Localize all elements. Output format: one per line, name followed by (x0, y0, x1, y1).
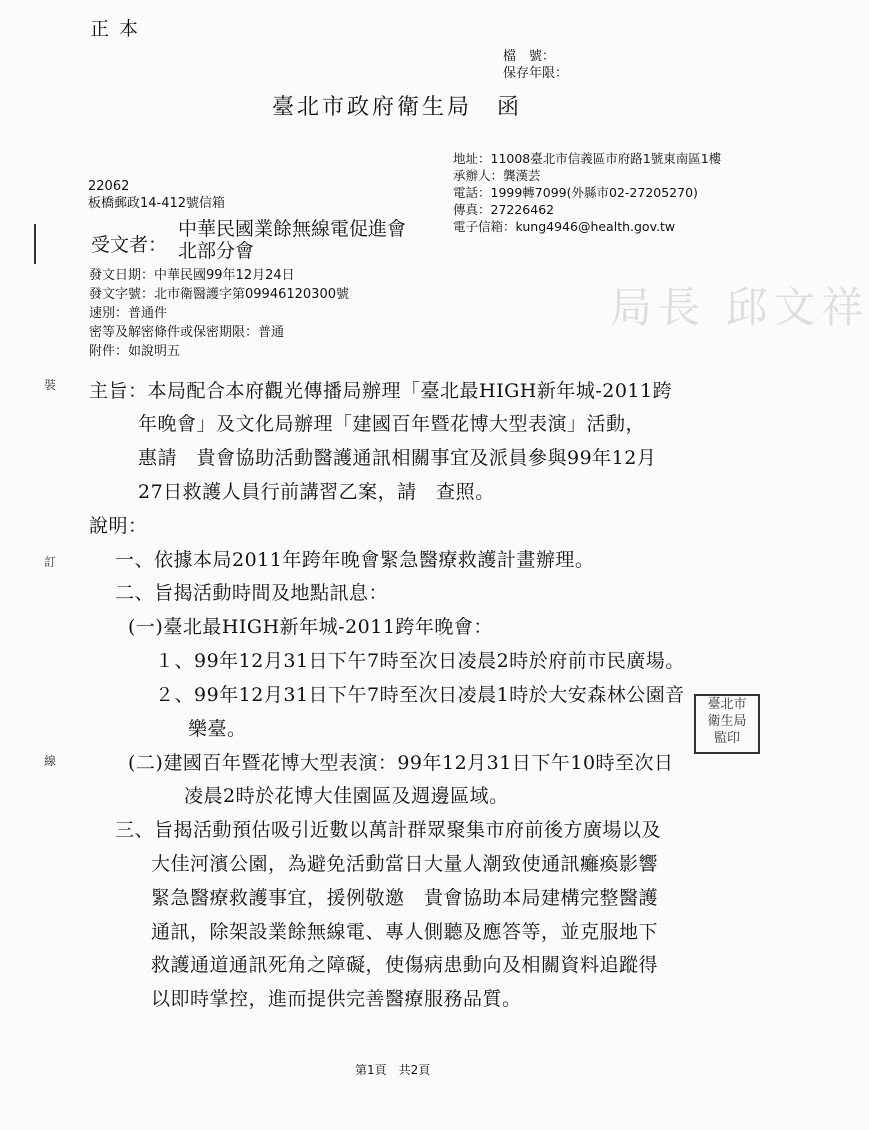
agency-title: 臺北市政府衛生局 函 (272, 95, 523, 120)
item-2-sub-1-b-cont: 樂臺。 (188, 718, 247, 740)
mailing-address (88, 178, 225, 212)
fax: 傳真：27226462 (453, 202, 555, 217)
explanation-label: 說明： (89, 515, 148, 537)
speed: 速別：普通件 (89, 306, 168, 321)
retention-label: 保存年限： (503, 66, 569, 81)
item-2-sub-2: (二)建國百年暨花博大型表演：99年12月31日下午10時至次日 (128, 752, 674, 774)
item-3-line-1: 三、旨揭活動預估吸引近數以萬計群眾聚集市府前後方廣場以及 (115, 819, 662, 841)
item-2-sub-1-b: ２、99年12月31日下午7時至次日凌晨1時於大安森林公園音 (155, 684, 685, 706)
subject-line-3: 惠請 貴會協助活動醫護通訊相關事宜及派員參與99年12月 (138, 447, 657, 469)
file-number-label: 檔 號： (503, 49, 556, 64)
margin-bar (34, 224, 36, 264)
contact-person: 承辦人：龔漢芸 (453, 168, 541, 183)
item-3-line-4: 通訊，除架設業餘無線電、專人側聽及應答等，並克服地下 (151, 921, 659, 943)
item-2-sub-2-cont: 凌晨2時於花博大佳園區及週邊區域。 (184, 785, 509, 807)
document-number-block (503, 48, 568, 82)
copy-mark: 正本 (90, 18, 149, 40)
item-2: 二、旨揭活動時間及地點訊息： (115, 582, 389, 604)
item-1: 一、依據本局2011年跨年晚會緊急醫療救護計畫辦理。 (115, 549, 595, 571)
item-3-line-2: 大佳河濱公園，為避免活動當日大量人潮致使通訊癱瘓影響 (151, 853, 659, 875)
issue-metadata (89, 266, 349, 361)
po-box: 板橋郵政14-412號信箱 (88, 196, 226, 211)
email: 電子信箱：kung4946@health.gov.tw (453, 219, 676, 234)
security-level: 密等及解密條件或保密期限：普通 (89, 325, 285, 340)
page-footer: 第1頁 共2頁 (355, 1063, 431, 1077)
recipient-name (178, 218, 406, 262)
official-seal (694, 694, 760, 754)
recipient-line-2: 北部分會 (178, 240, 255, 262)
contact-block (453, 150, 721, 235)
seal-line: 臺北市 (707, 697, 747, 712)
phone: 電話：1999轉7099(外縣市02-27205270) (453, 185, 698, 200)
subject-line-4: 27日救護人員行前講習乙案，請 查照。 (138, 481, 495, 503)
margin-mark-bind: 裝 (44, 378, 57, 392)
item-2-sub-1: (一)臺北最HIGH新年城-2011跨年晚會： (128, 616, 493, 638)
item-3-line-3: 緊急醫療救護事宜，援例敬邀 貴會協助本局建構完整醫護 (151, 887, 659, 909)
item-3-line-5: 救護通道通訊死角之障礙，使傷病患動向及相關資料追蹤得 (151, 954, 659, 976)
subject-line-1: 主旨：本局配合本府觀光傳播局辦理「臺北最HIGH新年城-2011跨 (89, 380, 673, 402)
margin-mark-staple: 訂 (44, 555, 57, 569)
zip-code: 22062 (88, 179, 130, 194)
seal-line: 衛生局 (707, 714, 747, 729)
attachment: 附件：如說明五 (89, 344, 181, 359)
recipient-label: 受文者： (91, 234, 168, 256)
address: 地址：11008臺北市信義區市府路1號東南區1樓 (453, 151, 722, 166)
item-3-line-6: 以即時掌控，進而提供完善醫療服務品質。 (151, 988, 522, 1010)
seal-line: 監印 (713, 731, 740, 746)
recipient-line-1: 中華民國業餘無線電促進會 (178, 218, 407, 240)
issue-date: 發文日期：中華民國99年12月24日 (89, 268, 295, 283)
director-signature-stamp: 局長 邱文祥 (610, 283, 869, 332)
item-2-sub-1-a: １、99年12月31日下午7時至次日凌晨2時於府前市民廣場。 (155, 650, 685, 672)
subject-line-2: 年晚會」及文化局辦理「建國百年暨花博大型表演」活動， (138, 413, 646, 435)
margin-mark-line: 線 (44, 754, 57, 768)
issue-number: 發文字號：北市衛醫護字第09946120300號 (89, 287, 349, 302)
